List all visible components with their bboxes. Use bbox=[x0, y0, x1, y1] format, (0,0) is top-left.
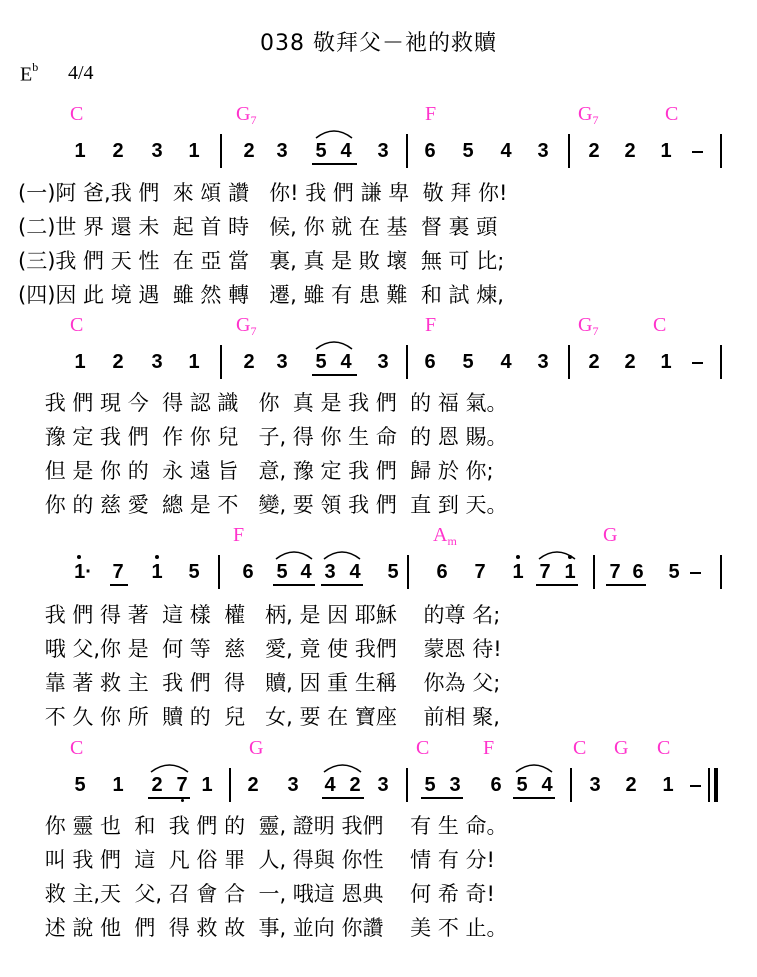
note: 6 bbox=[242, 561, 254, 583]
note: 5 bbox=[188, 561, 200, 583]
note: 5 bbox=[462, 351, 474, 373]
note: 4 bbox=[500, 140, 512, 162]
beam-underline bbox=[312, 374, 357, 376]
note: 1 bbox=[660, 140, 672, 162]
note: 1 bbox=[188, 351, 200, 373]
lyric-line: 哦 父,你 是 何 等 慈 愛, 竟 使 我們 蒙恩 待! bbox=[18, 637, 502, 661]
beam-underline bbox=[421, 797, 463, 799]
lyric-line: 我 們 得 著 這 樣 權 柄, 是 因 耶穌 的尊 名; bbox=[18, 603, 501, 627]
bar-line bbox=[568, 134, 570, 168]
note: 7 bbox=[609, 561, 621, 583]
note: 4 bbox=[324, 774, 336, 796]
note: 2 bbox=[243, 351, 255, 373]
note: 1 bbox=[660, 351, 672, 373]
octave-dot-above bbox=[516, 555, 520, 559]
note: 4 bbox=[340, 351, 352, 373]
slur-arc bbox=[276, 552, 312, 559]
chord-symbol: G bbox=[603, 524, 618, 546]
bar-line bbox=[720, 555, 722, 589]
note: 2 bbox=[625, 774, 637, 796]
beam-underline bbox=[110, 584, 128, 586]
note: 2 bbox=[349, 774, 361, 796]
note: 5 bbox=[74, 774, 86, 796]
note: 2 bbox=[624, 351, 636, 373]
chord-symbol: $G_7$ bbox=[236, 103, 257, 127]
bar-line bbox=[708, 768, 710, 802]
beam-underline bbox=[321, 584, 363, 586]
note: 7 bbox=[474, 561, 486, 583]
slur-arc bbox=[324, 552, 360, 559]
chord-symbol: C bbox=[70, 103, 84, 125]
octave-dot-above bbox=[77, 555, 81, 559]
chord-symbol: $G_7$ bbox=[578, 103, 599, 127]
bar-line bbox=[720, 345, 722, 379]
note: 7 bbox=[539, 561, 551, 583]
bar-line bbox=[229, 768, 231, 802]
chord-symbol: $G_7$ bbox=[578, 314, 599, 338]
chord-symbol: F bbox=[425, 103, 437, 125]
note: 6 bbox=[490, 774, 502, 796]
bar-line bbox=[220, 134, 222, 168]
lyric-line: 我 們 現 今 得 認 識 你 真 是 我 們 的 福 氣。 bbox=[18, 391, 508, 415]
beam-underline bbox=[273, 584, 315, 586]
note: 1 bbox=[201, 774, 213, 796]
lyric-line: 但 是 你 的 永 遠 旨 意, 豫 定 我 們 歸 於 你; bbox=[18, 459, 494, 483]
slur-arc bbox=[316, 131, 352, 138]
bar-line bbox=[407, 555, 409, 589]
note: 4 bbox=[500, 351, 512, 373]
bar-line bbox=[406, 768, 408, 802]
note: 1· bbox=[74, 561, 92, 583]
slur-arc bbox=[316, 342, 352, 349]
chord-symbol: C bbox=[416, 737, 430, 759]
song-title: 038 敬拜父－祂的救贖 bbox=[260, 31, 497, 56]
note: 3 bbox=[589, 774, 601, 796]
chord-symbol: G bbox=[249, 737, 264, 759]
note: 5 bbox=[462, 140, 474, 162]
note: 2 bbox=[151, 774, 163, 796]
note: 2 bbox=[112, 351, 124, 373]
lyric-line: 不 久 你 所 贖 的 兒 女, 要 在 寶座 前相 聚, bbox=[18, 705, 500, 729]
bar-line bbox=[406, 134, 408, 168]
chord-symbol: $A_m$ bbox=[433, 524, 457, 548]
note: 5 bbox=[315, 351, 327, 373]
note: 4 bbox=[349, 561, 361, 583]
chord-symbol: G bbox=[614, 737, 629, 759]
note: 6 bbox=[632, 561, 644, 583]
note: 2 bbox=[588, 351, 600, 373]
beam-underline bbox=[312, 163, 357, 165]
bar-line bbox=[568, 345, 570, 379]
note: 6 bbox=[436, 561, 448, 583]
note: 3 bbox=[537, 140, 549, 162]
chord-symbol: C bbox=[70, 737, 84, 759]
beam-underline bbox=[148, 797, 190, 799]
octave-dot-above bbox=[568, 555, 572, 559]
key-signature: $E^b$ bbox=[20, 60, 39, 86]
chord-symbol: C bbox=[657, 737, 671, 759]
note: 2 bbox=[588, 140, 600, 162]
note: 5 bbox=[387, 561, 399, 583]
note: 2 bbox=[624, 140, 636, 162]
beam-underline bbox=[536, 584, 578, 586]
note: 2 bbox=[112, 140, 124, 162]
note: 1 bbox=[188, 140, 200, 162]
note: 3 bbox=[276, 140, 288, 162]
chord-symbol: C bbox=[653, 314, 667, 336]
slur-arc bbox=[516, 765, 552, 772]
note: 3 bbox=[449, 774, 461, 796]
note: 3 bbox=[324, 561, 336, 583]
slur-arc bbox=[324, 765, 361, 772]
extension-dash bbox=[690, 785, 701, 787]
lyric-line: (二)世 界 還 未 起 首 時 候, 你 就 在 基 督 裏 頭 bbox=[18, 215, 498, 239]
note: 7 bbox=[112, 561, 124, 583]
octave-dot-above bbox=[155, 555, 159, 559]
lyric-line: 叫 我 們 這 凡 俗 罪 人, 得與 你性 情 有 分! bbox=[18, 848, 495, 872]
bar-line bbox=[406, 345, 408, 379]
note: 3 bbox=[377, 351, 389, 373]
note: 6 bbox=[424, 351, 436, 373]
bar-line bbox=[570, 768, 572, 802]
extension-dash bbox=[690, 572, 701, 574]
note: 3 bbox=[151, 140, 163, 162]
note: 3 bbox=[276, 351, 288, 373]
bar-line bbox=[218, 555, 220, 589]
chord-symbol: C bbox=[573, 737, 587, 759]
note: 4 bbox=[300, 561, 312, 583]
note: 1 bbox=[151, 561, 163, 583]
note: 4 bbox=[541, 774, 553, 796]
note: 3 bbox=[287, 774, 299, 796]
note: 5 bbox=[424, 774, 436, 796]
note: 1 bbox=[74, 351, 86, 373]
bar-line bbox=[593, 555, 595, 589]
lyric-line: 述 說 他 們 得 救 故 事, 並向 你讚 美 不 止。 bbox=[18, 916, 508, 940]
note: 2 bbox=[243, 140, 255, 162]
chord-symbol: F bbox=[233, 524, 245, 546]
chord-symbol: C bbox=[665, 103, 679, 125]
bar-line bbox=[720, 134, 722, 168]
extension-dash bbox=[692, 362, 703, 364]
lyric-line: 你 的 慈 愛 總 是 不 變, 要 領 我 們 直 到 天。 bbox=[18, 493, 508, 517]
note: 4 bbox=[340, 140, 352, 162]
chord-symbol: F bbox=[483, 737, 495, 759]
note: 1 bbox=[564, 561, 576, 583]
lyric-line: (四)因 此 境 遇 雖 然 轉 遷, 雖 有 患 難 和 試 煉, bbox=[18, 283, 504, 307]
chord-symbol: F bbox=[425, 314, 437, 336]
beam-underline bbox=[322, 797, 364, 799]
note: 5 bbox=[668, 561, 680, 583]
octave-dot-below bbox=[181, 799, 184, 802]
chord-symbol: $G_7$ bbox=[236, 314, 257, 338]
note: 5 bbox=[516, 774, 528, 796]
note: 5 bbox=[276, 561, 288, 583]
lyric-line: 靠 著 救 主 我 們 得 贖, 因 重 生稱 你為 父; bbox=[18, 671, 501, 695]
extension-dash bbox=[692, 151, 703, 153]
note: 7 bbox=[176, 774, 188, 796]
lyric-line: (三)我 們 天 性 在 亞 當 裏, 真 是 敗 壞 無 可 比; bbox=[18, 249, 505, 273]
bar-line bbox=[714, 768, 718, 802]
chord-symbol: C bbox=[70, 314, 84, 336]
note: 3 bbox=[377, 774, 389, 796]
lyric-line: 你 靈 也 和 我 們 的 靈, 證明 我們 有 生 命。 bbox=[18, 814, 508, 838]
note: 1 bbox=[662, 774, 674, 796]
lyric-line: 救 主,天 父, 召 會 合 一, 哦這 恩典 何 希 奇! bbox=[18, 882, 495, 906]
note: 3 bbox=[377, 140, 389, 162]
note: 1 bbox=[512, 561, 524, 583]
note: 1 bbox=[112, 774, 124, 796]
note: 6 bbox=[424, 140, 436, 162]
lyric-line: (一)阿 爸,我 們 來 頌 讚 你! 我 們 謙 卑 敬 拜 你! bbox=[18, 181, 508, 205]
slur-arc bbox=[151, 765, 188, 772]
bar-line bbox=[220, 345, 222, 379]
note: 2 bbox=[247, 774, 259, 796]
note: 1 bbox=[74, 140, 86, 162]
note: 5 bbox=[315, 140, 327, 162]
beam-underline bbox=[513, 797, 555, 799]
lyric-line: 豫 定 我 們 作 你 兒 子, 得 你 生 命 的 恩 賜。 bbox=[18, 425, 508, 449]
note: 3 bbox=[151, 351, 163, 373]
beam-underline bbox=[606, 584, 646, 586]
time-signature: 4/4 bbox=[68, 62, 94, 84]
note: 3 bbox=[537, 351, 549, 373]
